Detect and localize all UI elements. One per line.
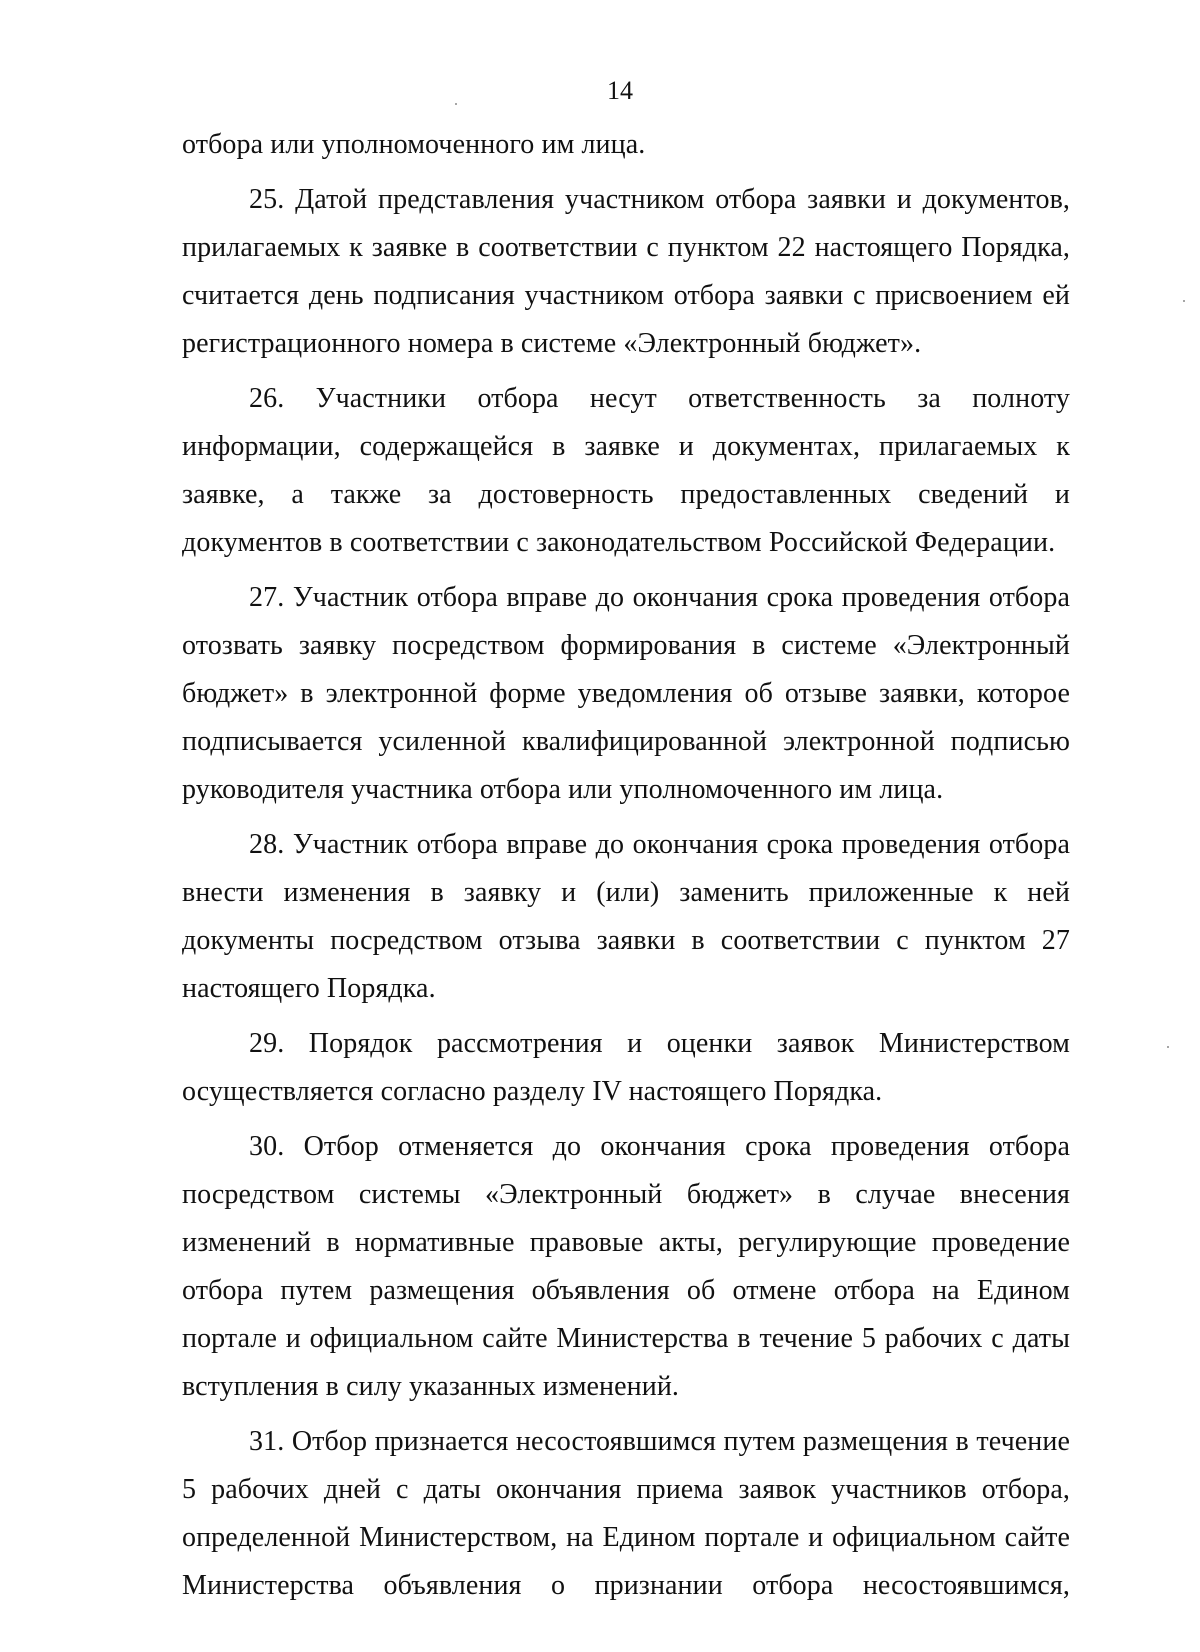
scan-speck	[455, 103, 457, 105]
paragraph-25: 25. Датой представления участником отбора заявки и документов, прилагаемых к заявке в соответствии с пунктом 22 настоящего Порядка, считается день подписания участником отбора заявки с присвоением ей регистрационного номера в системе «Электронный бюджет».	[182, 184, 1070, 359]
paragraph-continuation: отбора или уполномоченного им лица.	[182, 129, 646, 160]
paragraph-29: 29. Порядок рассмотрения и оценки заявок Министерством осуществляется согласно разделу IV настоящего Порядка.	[182, 1028, 1070, 1107]
page-number: 14	[607, 76, 633, 105]
paragraph-27: 27. Участник отбора вправе до окончания срока проведения отбора отозвать заявку посредством формирования в системе «Электронный бюджет» в электронной форме уведомления об отзыве заявки, которое подписывается усиленной квалифицированной электронной подписью руководителя участника отбора или уполномоченного им лица.	[182, 582, 1070, 805]
scan-speck	[1183, 300, 1185, 302]
paragraph-31: 31. Отбор признается несостоявшимся путем размещения в течение 5 рабочих дней с даты окончания приема заявок участников отбора, определенной Министерством, на Едином портале и официальном сайте Министерства объявления о признании отбора несостоявшимся,	[182, 1426, 1070, 1601]
scan-speck	[1167, 1046, 1169, 1048]
paragraph-28: 28. Участник отбора вправе до окончания срока проведения отбора внести изменения в заявку и (или) заменить приложенные к ней документы посредством отзыва заявки в соответствии с пунктом 27 настоящего Порядка.	[182, 829, 1070, 1004]
paragraph-30: 30. Отбор отменяется до окончания срока проведения отбора посредством системы «Электронный бюджет» в случае внесения изменений в нормативные правовые акты, регулирующие проведение отбора путем размещения объявления об отмене отбора на Едином портале и официальном сайте Министерства в течение 5 рабочих с даты вступления в силу указанных изменений.	[182, 1131, 1070, 1402]
document-body	[182, 121, 1070, 1610]
paragraph-26: 26. Участники отбора несут ответственность за полноту информации, содержащейся в заявке и документах, прилагаемых к заявке, а также за достоверность предоставленных сведений и документов в соответствии с законодательством Российской Федерации.	[182, 383, 1070, 558]
